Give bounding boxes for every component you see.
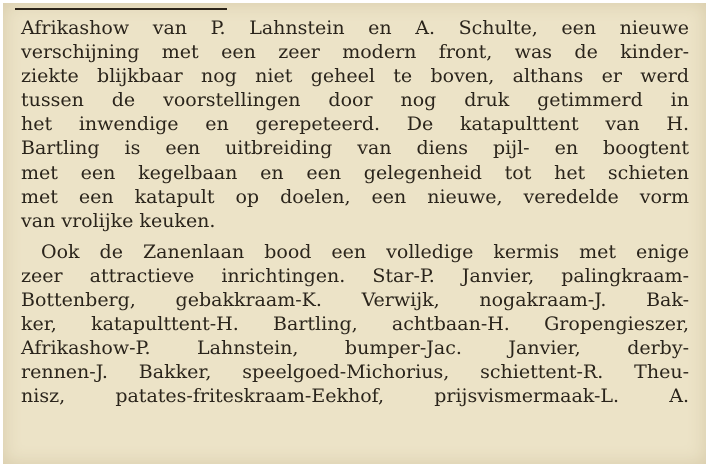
- text-line: van vrolijke keuken.: [21, 209, 216, 232]
- text-line: Afrikashow-P. Lahnstein, bumper-Jac. Janvier, derby-: [21, 337, 689, 360]
- text-line: met een katapult op doelen, een nieuwe, veredelde vorm: [21, 185, 689, 208]
- text-line: zeer attractieve inrichtingen. Star-P. Janvier, palingkraam-: [21, 264, 689, 287]
- paragraph-1: [21, 16, 689, 233]
- paragraph-2: [21, 240, 689, 409]
- text-line: Bottenberg, gebakkraam-K. Verwijk, nogakraam-J. Bak-: [21, 289, 689, 312]
- text-line: ziekte blijkbaar nog niet geheel te boven, althans er werd: [21, 65, 689, 88]
- text-line: Ook de Zanenlaan bood een volledige kermis met enige: [41, 240, 689, 263]
- text-line: met een kegelbaan en een gelegenheid tot het schieten: [21, 161, 689, 184]
- scanned-page: [3, 3, 706, 464]
- text-line: verschijning met een zeer modern front, was de kinder-: [21, 41, 689, 64]
- text-line: rennen-J. Bakker, speelgoed-Michorius, schiettent-R. Theu-: [21, 361, 689, 384]
- text-line: Bartling is een uitbreiding van diens pijl- en boogtent: [21, 137, 689, 160]
- top-rule: [15, 8, 227, 10]
- text-line: tussen de voorstellingen door nog druk getimmerd in: [21, 89, 689, 112]
- text-line: nisz, patates-friteskraam-Eekhof, prijsvismermaak-L. A.: [21, 385, 689, 408]
- text-line: ker, katapulttent-H. Bartling, achtbaan-H. Gropengieszer,: [21, 313, 689, 336]
- text-line: Afrikashow van P. Lahnstein en A. Schulte, een nieuwe: [21, 17, 689, 39]
- text-line: het inwendige en gerepeteerd. De katapulttent van H.: [21, 113, 689, 136]
- article-text: [21, 16, 689, 409]
